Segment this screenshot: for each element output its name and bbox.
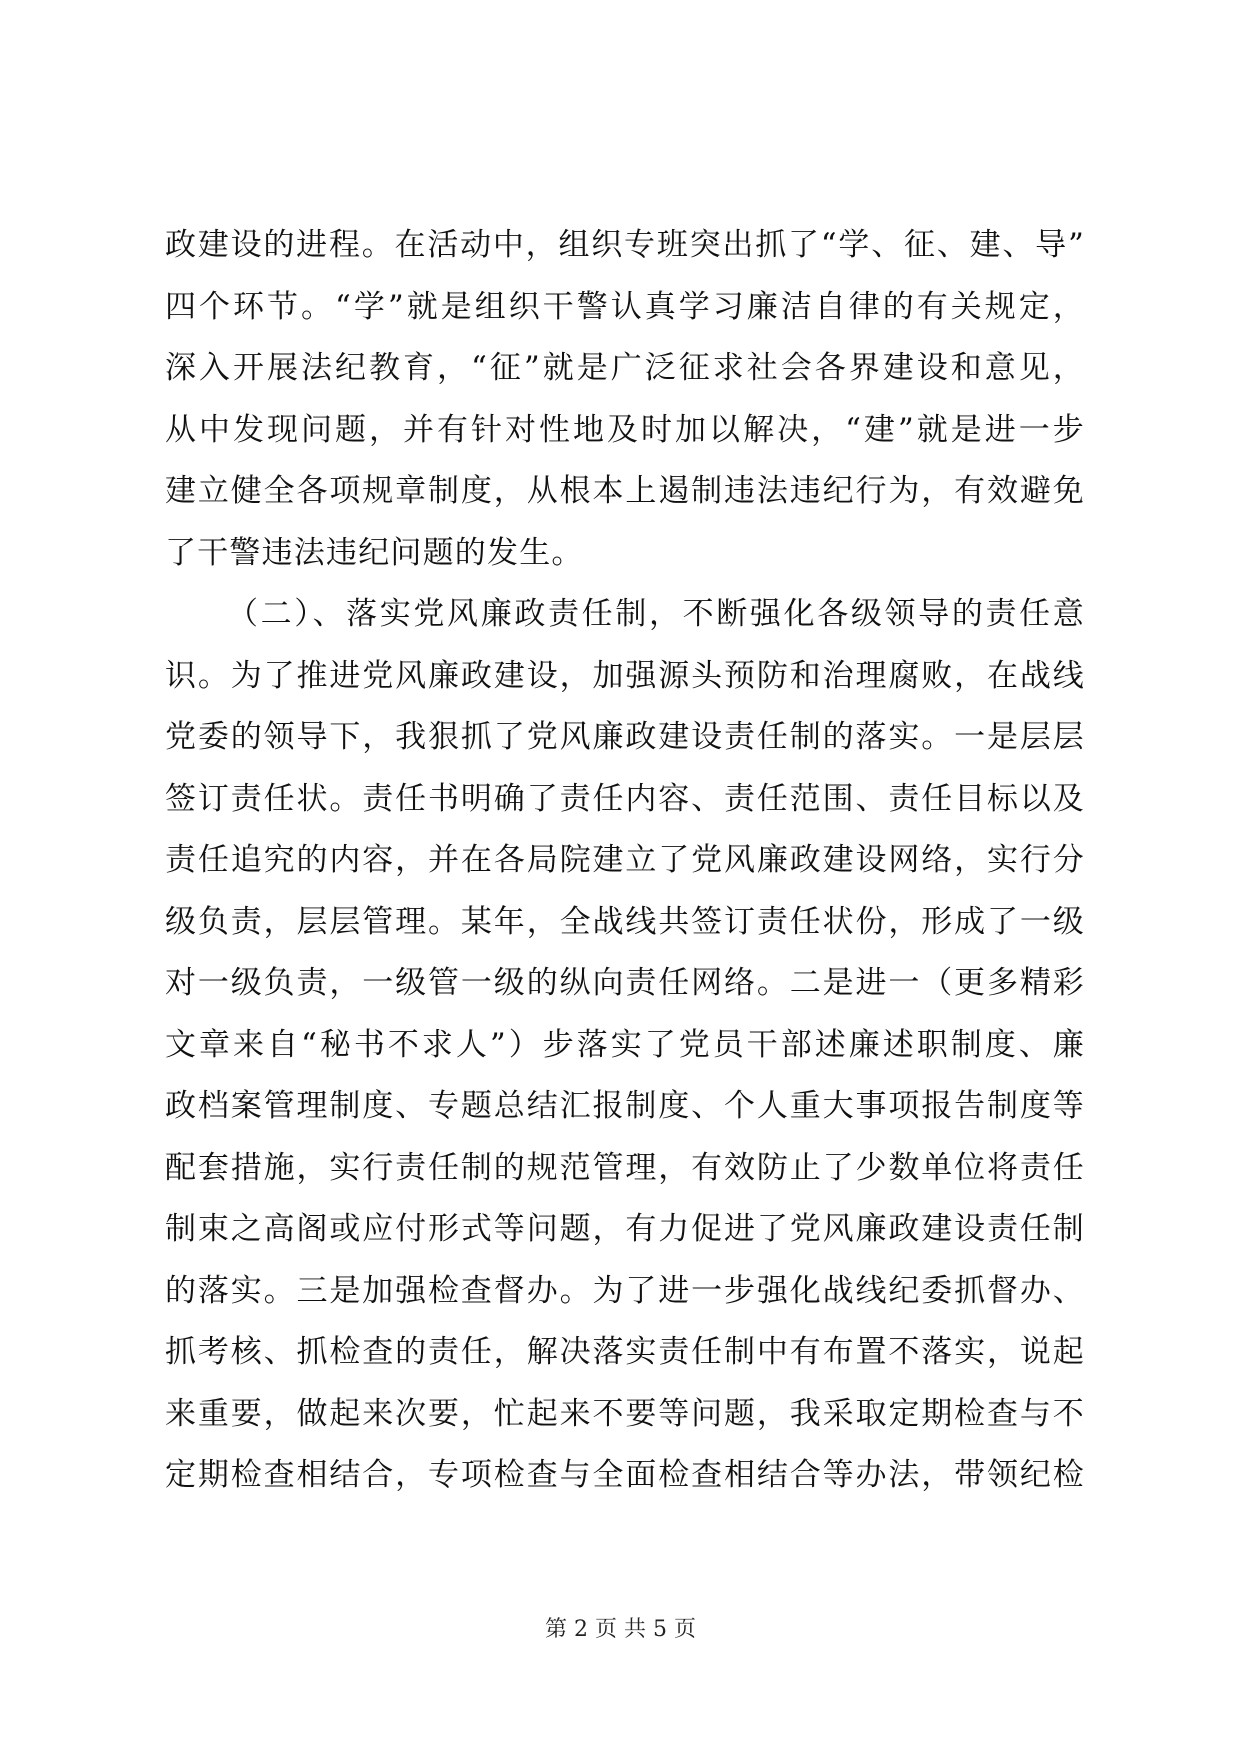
text-line: 级负责，层层管理。某年，全战线共签订责任状份，形成了一级 [165,903,1085,940]
text-line: 对一级负责，一级管一级的纵向责任网络。二是进一（更多精彩 [165,965,1085,1001]
body-text [165,215,1085,1507]
text-line: 建立健全各项规章制度，从根本上遏制违法违纪行为，有效避免 [165,473,1085,509]
text-line: 政档案管理制度、专题总结汇报制度、个人重大事项报告制度等 [165,1088,1085,1124]
text-line: 签订责任状。责任书明确了责任内容、责任范围、责任目标以及 [165,780,1085,817]
text-line: 识。为了推进党风廉政建设，加强源头预防和治理腐败，在战线 [165,657,1085,694]
text-line: 的落实。三是加强检查督办。为了进一步强化战线纪委抓督办、 [165,1272,1085,1309]
text-line: 深入开展法纪教育，“征”就是广泛征求社会各界建设和意见， [165,350,1085,386]
text-line: 定期检查相结合，专项检查与全面检查相结合等办法，带领纪检 [165,1457,1085,1493]
text-line: 四个环节。“学”就是组织干警认真学习廉洁自律的有关规定， [165,288,1085,325]
text-line: 抓考核、抓检查的责任，解决落实责任制中有布置不落实，说起 [165,1334,1085,1370]
page-number-footer: 第 2 页 共 5 页 [545,1617,696,1642]
text-line: 制束之高阁或应付形式等问题，有力促进了党风廉政建设责任制 [165,1211,1085,1247]
text-line: 文章来自“秘书不求人”）步落实了党员干部述廉述职制度、廉 [165,1026,1085,1063]
text-line: 来重要，做起来次要，忙起来不要等问题，我采取定期检查与不 [165,1395,1085,1432]
text-line: 党委的领导下，我狠抓了党风廉政建设责任制的落实。一是层层 [165,719,1085,755]
text-line: 配套措施，实行责任制的规范管理，有效防止了少数单位将责任 [165,1149,1085,1186]
text-line: 政建设的进程。在活动中，组织专班突出抓了“学、征、建、导” [165,227,1085,263]
text-line: 了干警违法违纪问题的发生。 [165,534,584,571]
section-heading-line: （二）、落实党风廉政责任制，不断强化各级领导的责任意 [227,596,1085,632]
text-line: 责任追究的内容，并在各局院建立了党风廉政建设网络，实行分 [165,842,1085,878]
text-line: 从中发现问题，并有针对性地及时加以解决，“建”就是进一步 [165,411,1085,448]
